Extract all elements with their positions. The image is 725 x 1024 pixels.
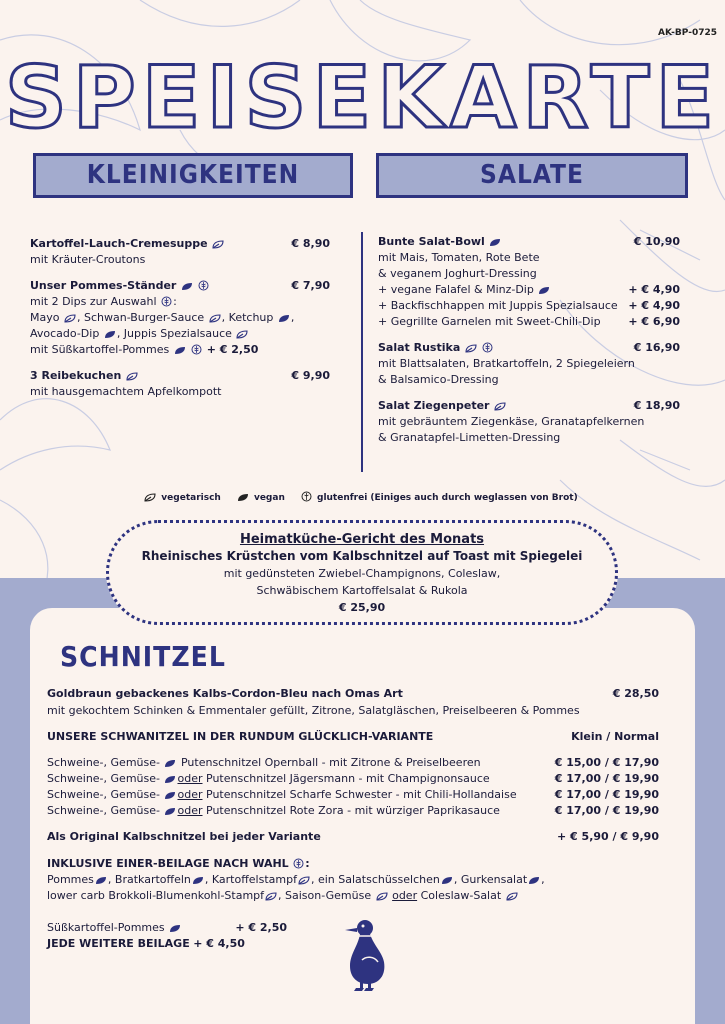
item-description: mit 2 Dips zur Auswahl <box>30 295 157 308</box>
gluten-free-icon <box>161 296 172 307</box>
variant-name: Putenschnitzel Jägersmann - mit Champignonsauce <box>206 772 490 785</box>
special-of-month <box>106 520 618 625</box>
item-description: & Granatapfel-Limetten-Dressing <box>378 431 561 444</box>
extra-item: Süßkartoffel-Pommes <box>47 921 165 934</box>
vegan-leaf-icon <box>95 876 107 885</box>
vegetarian-leaf-icon <box>64 314 76 323</box>
menu-item <box>30 236 330 268</box>
addon-row <box>378 282 680 298</box>
vegetarian-leaf-icon <box>212 240 224 249</box>
beilage-item: , Bratkartoffeln <box>107 873 191 886</box>
beilage-item: lower carb Brokkoli-Blumenkohl-Stampf <box>47 889 265 902</box>
item-name: Salat Rustika <box>378 341 461 354</box>
vegan-leaf-icon <box>164 759 176 768</box>
addon-name: mit Süßkartoffel-Pommes <box>30 343 170 356</box>
item-description: mit gebräuntem Ziegenkäse, Granatapfelkernen <box>378 415 645 428</box>
addon-price: + € 4,90 <box>628 283 680 296</box>
suesskartoffel-row <box>47 920 287 936</box>
vegan-leaf-icon <box>181 282 193 291</box>
item-name: Bunte Salat-Bowl <box>378 235 485 248</box>
kleinigkeiten-list <box>30 236 330 410</box>
document-code: AK-BP-0725 <box>658 28 717 38</box>
variant-price: € 15,00 / € 17,90 <box>554 756 659 769</box>
variant-prefix: Schweine-, Gemüse- <box>47 756 160 769</box>
beilage-header-row <box>47 856 659 872</box>
menu-item <box>378 234 680 330</box>
special-title: Heimatküche-Gericht des Monats <box>239 532 485 547</box>
special-dish: Rheinisches Krüstchen vom Kalbschnitzel auf Toast mit Spiegelei <box>141 549 583 563</box>
item-price: € 28,50 <box>612 687 659 700</box>
item-name: Salat Ziegenpeter <box>378 399 490 412</box>
variant-header: UNSERE SCHWANITZEL IN DER RUNDUM GLÜCKLICH-VARIANTE <box>47 730 434 743</box>
beilage-item: , ein Salatschüsselchen <box>310 873 440 886</box>
dip-name: , Ketchup <box>221 311 274 324</box>
addon-price: + € 6,90 <box>628 315 680 328</box>
cordon-bleu-item <box>47 686 659 702</box>
variant-prefix: Schweine-, Gemüse- <box>47 804 160 817</box>
diet-legend <box>0 491 725 503</box>
item-price: € 16,90 <box>633 341 680 354</box>
section-header-kleinigkeiten: KLEINIGKEITEN <box>33 153 353 198</box>
addon-name: + Backfischhappen mit Juppis Spezialsauce <box>378 299 618 312</box>
dip-name: Avocado-Dip <box>30 327 100 340</box>
dip-name: , Juppis Spezialsauce <box>116 327 232 340</box>
vegan-leaf-icon <box>192 876 204 885</box>
item-name: Kartoffel-Lauch-Cremesuppe <box>30 237 208 250</box>
item-name: Goldbraun gebackenes Kalbs-Cordon-Bleu nach Omas Art <box>47 687 403 700</box>
vegan-leaf-icon <box>538 286 550 295</box>
item-description: mit hausgemachtem Apfelkompott <box>30 385 222 398</box>
variant-price: € 17,00 / € 19,90 <box>554 772 659 785</box>
variant-price: € 17,00 / € 19,90 <box>554 804 659 817</box>
dip-name: , <box>290 311 295 324</box>
vegan-leaf-icon <box>528 876 540 885</box>
item-price: € 10,90 <box>633 235 680 248</box>
variant-row <box>47 803 659 819</box>
dip-name: , Schwan-Burger-Sauce <box>76 311 205 324</box>
salate-list <box>378 234 680 456</box>
special-description: Schwäbischem Kartoffelsalat & Rukola <box>256 584 468 597</box>
beilage-item: , <box>541 873 545 886</box>
vegetarian-leaf-icon <box>144 493 156 502</box>
beilage-item: Coleslaw-Salat <box>420 889 502 902</box>
item-description: mit Blattsalaten, Bratkartoffeln, 2 Spiegeleiern <box>378 357 635 370</box>
vegetarian-leaf-icon <box>126 372 138 381</box>
addon-row <box>378 314 680 330</box>
addon-name: + Gegrillte Garnelen mit Sweet-Chili-Dip <box>378 315 601 328</box>
dip-name: Mayo <box>30 311 60 324</box>
item-price: € 9,90 <box>291 369 330 382</box>
vegetarian-leaf-icon <box>465 344 477 353</box>
page-title: SPEISEKARTE <box>4 48 721 148</box>
addon-name: + vegane Falafel & Minz-Dip <box>378 283 534 296</box>
extra-price: + € 2,50 <box>235 921 287 934</box>
item-description: mit gekochtem Schinken & Emmentaler gefüllt, Zitrone, Salatgläschen, Preiselbeeren & Pommes <box>47 704 580 717</box>
item-price: € 18,90 <box>633 399 680 412</box>
legend-vegan: vegan <box>253 493 285 503</box>
menu-item <box>378 340 680 388</box>
item-description: mit Mais, Tomaten, Rote Bete <box>378 251 540 264</box>
section-header-schnitzel: SCHNITZEL <box>60 640 226 673</box>
variant-header-row <box>47 729 659 745</box>
beilage-list <box>47 888 659 904</box>
variant-row <box>47 787 659 803</box>
vegan-leaf-icon <box>164 807 176 816</box>
column-divider <box>361 232 363 472</box>
vegan-leaf-icon <box>237 493 249 502</box>
variant-prefix: Schweine-, Gemüse- <box>47 788 160 801</box>
legend-vegetarian: vegetarisch <box>161 493 221 503</box>
beilage-item: , Saison-Gemüse <box>278 889 372 902</box>
vegan-leaf-icon <box>104 330 116 339</box>
item-description: : <box>173 295 177 308</box>
menu-item <box>30 278 330 358</box>
extra-price: + € 4,50 <box>193 937 245 950</box>
oder-label: oder <box>177 772 203 785</box>
gluten-free-icon <box>301 491 312 502</box>
variant-row <box>47 771 659 787</box>
menu-item <box>30 368 330 400</box>
vegetarian-leaf-icon <box>376 892 388 901</box>
variant-price: € 17,00 / € 19,90 <box>554 788 659 801</box>
vegetarian-leaf-icon <box>236 330 248 339</box>
addon-row <box>378 298 680 314</box>
oder-label: oder <box>177 788 203 801</box>
duck-logo-icon <box>340 916 390 991</box>
section-header-salate: SALATE <box>376 153 688 198</box>
variant-name: Putenschnitzel Opernball - mit Zitrone & Preiselbeeren <box>180 756 481 769</box>
beilage-item: Pommes <box>47 873 94 886</box>
extra-label: JEDE WEITERE BEILAGE <box>47 937 190 950</box>
vegan-leaf-icon <box>169 924 181 933</box>
gluten-free-icon <box>482 342 493 353</box>
beilage-colon: : <box>305 857 310 870</box>
beilage-header: INKLUSIVE EINER-BEILAGE NACH WAHL <box>47 857 289 870</box>
vegan-leaf-icon <box>164 791 176 800</box>
gluten-free-icon <box>191 344 202 355</box>
original-price: + € 5,90 / € 9,90 <box>557 830 659 843</box>
vegan-leaf-icon <box>441 876 453 885</box>
addon-price: + € 4,90 <box>628 299 680 312</box>
oder-label: oder <box>392 889 418 902</box>
vegan-leaf-icon <box>489 238 501 247</box>
menu-item <box>378 398 680 446</box>
beilage-item: , Kartoffelstampf <box>204 873 297 886</box>
variant-columns: Klein / Normal <box>571 730 659 743</box>
beilage-item: , Gurkensalat <box>453 873 528 886</box>
vegetarian-leaf-icon <box>209 314 221 323</box>
item-description: & Balsamico-Dressing <box>378 373 499 386</box>
item-price: € 7,90 <box>291 279 330 292</box>
special-price: € 25,90 <box>338 601 386 614</box>
item-name: 3 Reibekuchen <box>30 369 122 382</box>
vegetarian-leaf-icon <box>506 892 518 901</box>
gluten-free-icon <box>198 280 209 291</box>
variant-prefix: Schweine-, Gemüse- <box>47 772 160 785</box>
item-name: Unser Pommes-Ständer <box>30 279 177 292</box>
variant-name: Putenschnitzel Rote Zora - mit würziger Paprikasauce <box>206 804 500 817</box>
vegan-leaf-icon <box>164 775 176 784</box>
vegan-leaf-icon <box>278 314 290 323</box>
beilage-list <box>47 872 659 888</box>
vegetarian-leaf-icon <box>265 892 277 901</box>
item-description: mit Kräuter-Croutons <box>30 253 146 266</box>
special-description: mit gedünsteten Zwiebel-Champignons, Coleslaw, <box>223 567 501 580</box>
original-label: Als Original Kalbschnitzel bei jeder Variante <box>47 830 321 843</box>
vegan-leaf-icon <box>174 346 186 355</box>
gluten-free-icon <box>293 858 304 869</box>
variant-name: Putenschnitzel Scharfe Schwester - mit Chili-Hollandaise <box>206 788 517 801</box>
oder-label: oder <box>177 804 203 817</box>
vegetarian-leaf-icon <box>298 876 310 885</box>
addon-price: + € 2,50 <box>206 343 259 356</box>
vegetarian-leaf-icon <box>494 402 506 411</box>
item-description: & veganem Joghurt-Dressing <box>378 267 537 280</box>
item-price: € 8,90 <box>291 237 330 250</box>
original-row <box>47 829 659 845</box>
variant-row <box>47 755 659 771</box>
legend-gluten-free: glutenfrei (Einiges auch durch weglassen von Brot) <box>317 493 578 503</box>
